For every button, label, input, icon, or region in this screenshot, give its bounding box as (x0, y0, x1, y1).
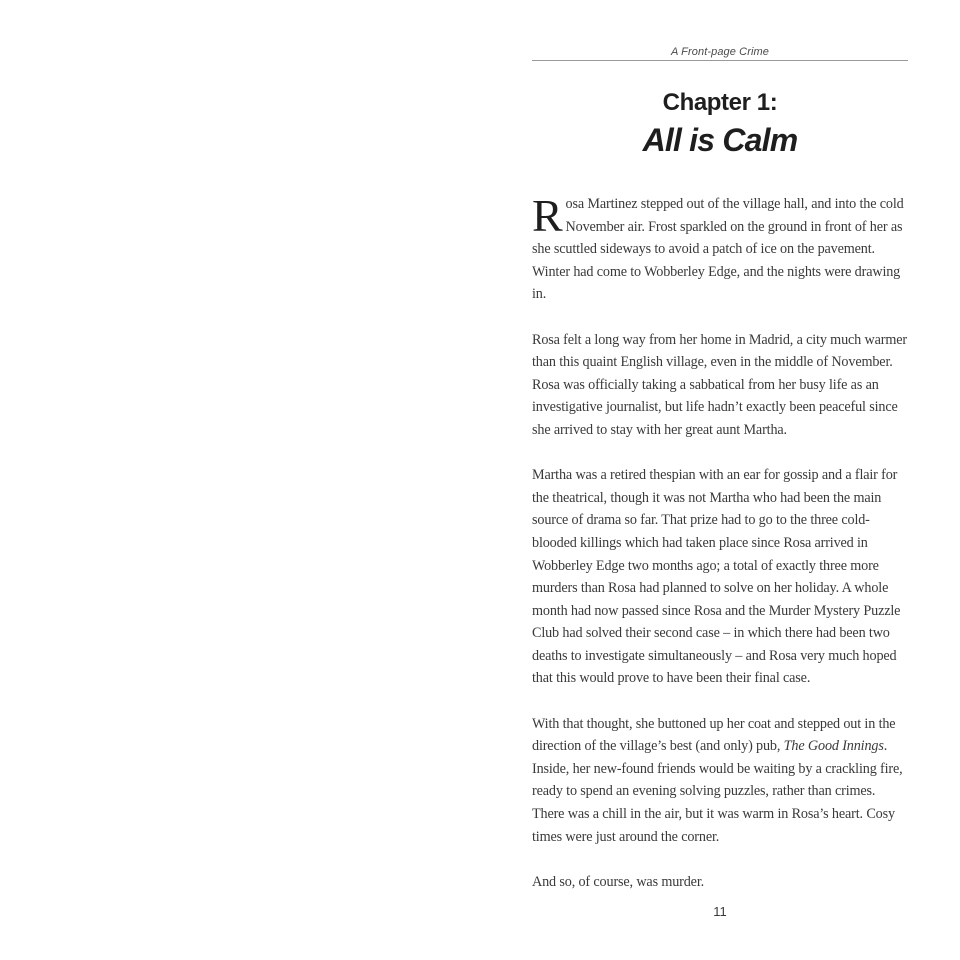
paragraph-3: Martha was a retired thespian with an ear for gossip and a flair for the theatrical, though it was not Martha who had been the main source of drama so far. That prize had to go to the three cold-blooded killings which had taken place since Rosa arrived in Wobberley Edge two months ago; a total of exactly three more murders than Rosa had planned to solve on her holiday. A whole month had now passed since Rosa and the Murder Mystery Puzzle Club had solved their second case – in which there had been two deaths to investigate simultaneously – and Rosa very much hoped that this would prove to have been their final case. (532, 467, 901, 687)
page-number: 11 (713, 904, 727, 919)
chapter-number: Chapter 1: (662, 89, 778, 116)
pub-name: The Good Innings (783, 738, 884, 755)
paragraph-5: And so, of course, was murder. (532, 873, 705, 890)
paragraph-4-text-end: . Inside, her new-found friends would be waiting by a crackling fire, ready to spend an evening solving puzzles, rather than crimes. There was a chill in the air, but it was warm in Rosa’s heart. Cosy times were just around the corner. (532, 738, 903, 845)
running-header: A Front-page Crime (532, 46, 908, 61)
paragraph-1-text: osa Martinez stepped out of the village hall, and into the cold November air. Frost sparkled on the ground in front of her as she scuttled sideways to avoid a patch of ice on the pavement. Winter had come to Wobberley Edge, and the nights were drawing in. (532, 196, 904, 303)
paragraph-2: Rosa felt a long way from her home in Madrid, a city much warmer than this quaint English village, even in the middle of November. Rosa was officially taking a sabbatical from her busy life as an investigative journalist, but life hadn’t exactly been peaceful since she arrived to stay with her great aunt Martha. (532, 331, 907, 438)
book-page (532, 0, 908, 960)
chapter-body (532, 190, 908, 916)
paragraph-4-text-start: With that thought, she buttoned up her coat and stepped out in the direction of the village’s best (and only) pub, (532, 715, 896, 755)
drop-cap: R (532, 190, 563, 241)
paragraph-1 (532, 190, 908, 306)
chapter-title: All is Calm (642, 122, 798, 158)
paragraph-4 (532, 713, 908, 849)
chapter-heading (532, 86, 908, 160)
